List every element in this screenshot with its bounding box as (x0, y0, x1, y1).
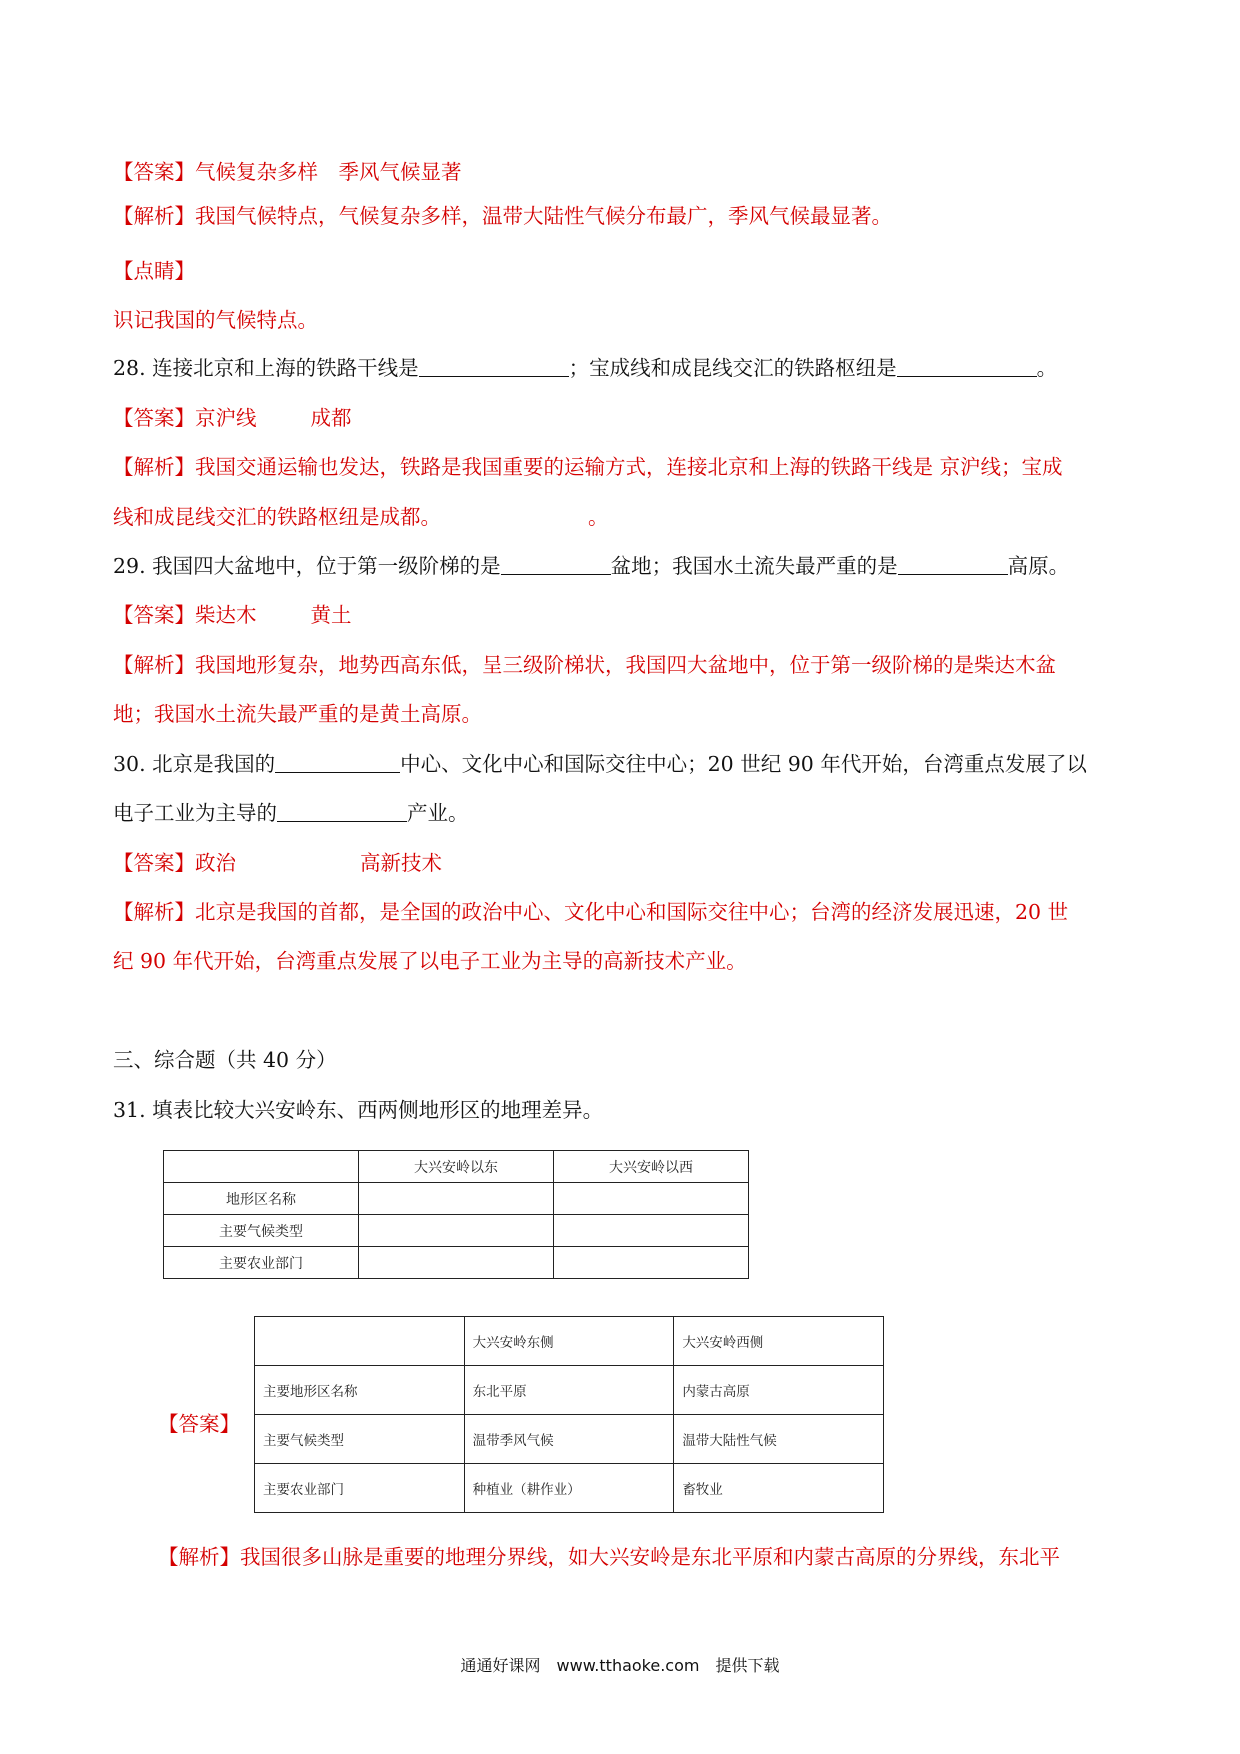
question-text: 连接北京和上海的铁路干线是 (152, 356, 419, 380)
table-row (255, 1464, 884, 1513)
q31-blank-table (163, 1150, 749, 1279)
table-row (164, 1183, 749, 1215)
analysis-tag: 【解析】 (113, 900, 195, 924)
table-header-row (164, 1151, 749, 1183)
q27-answer (113, 157, 1133, 187)
q29-analysis (113, 650, 1133, 680)
q28-analysis-cont (113, 502, 1133, 532)
analysis-text: 北京是我国的首都，是全国的政治中心、文化中心和国际交往中心；台湾的经济发展迅速，20 世 (195, 900, 1069, 924)
question-text: 。 (1036, 356, 1058, 380)
table-cell: 主要农业部门 (255, 1464, 465, 1513)
answer-blank[interactable] (501, 552, 611, 575)
table-row-label: 地形区名称 (164, 1183, 359, 1215)
answer-blank[interactable] (419, 354, 569, 377)
q30-question (113, 749, 1133, 779)
analysis-text: 我国交通运输也发达，铁路是我国重要的运输方式，连接北京和上海的铁路干线是 京沪线；宝成 (195, 455, 1063, 479)
q27-analysis (113, 201, 1133, 231)
table-cell: 内蒙古高原 (674, 1366, 884, 1415)
q30-analysis-cont (113, 946, 1133, 976)
answer-tag: 【答案】 (113, 603, 195, 627)
table-input-cell[interactable] (554, 1183, 749, 1215)
analysis-text: 地；我国水土流失最严重的是黄土高原。 (113, 702, 482, 726)
answer-text: 京沪线 (195, 406, 257, 430)
table-input-cell[interactable] (359, 1247, 554, 1279)
table-row-label: 主要农业部门 (164, 1247, 359, 1279)
table-input-cell[interactable] (359, 1183, 554, 1215)
answer-tag: 【答案】 (113, 406, 195, 430)
table-cell: 种植业（耕作业） (464, 1464, 674, 1513)
table-header-row (255, 1317, 884, 1366)
table-input-cell[interactable] (554, 1215, 749, 1247)
answer-blank[interactable] (898, 552, 1008, 575)
table-row (164, 1247, 749, 1279)
analysis-tag: 【解析】 (113, 204, 195, 228)
answer-text: 气候复杂多样 季风气候显著 (195, 160, 462, 184)
question-text: 高原。 (1007, 554, 1070, 578)
table-cell: 温带季风气候 (464, 1415, 674, 1464)
analysis-text: 我国气候特点，气候复杂多样，温带大陆性气候分布最广，季风气候最显著。 (195, 204, 892, 228)
table-row (255, 1366, 884, 1415)
table-cell: 温带大陆性气候 (674, 1415, 884, 1464)
table-input-cell[interactable] (359, 1215, 554, 1247)
question-text: ；宝成线和成昆线交汇的铁路枢纽是 (568, 356, 897, 380)
q30-analysis (113, 897, 1133, 927)
q27-note-tag (113, 256, 1133, 286)
question-text: 产业。 (407, 801, 469, 825)
q31-answer-tag: 【答案】 (158, 1412, 240, 1436)
analysis-text: 线和成昆线交汇的铁路枢纽是成都。 (113, 505, 441, 529)
section-heading: 三、综合题（共 40 分） (113, 1048, 337, 1072)
table-cell: 主要气候类型 (255, 1415, 465, 1464)
table-header-cell: 大兴安岭以西 (554, 1151, 749, 1183)
analysis-tag: 【解析】 (158, 1545, 240, 1569)
analysis-text: 我国地形复杂，地势西高东低，呈三级阶梯状，我国四大盆地中，位于第一级阶梯的是柴达木盆 (195, 653, 1056, 677)
q27-note (113, 305, 1133, 335)
question-text: 北京是我国的 (152, 752, 276, 776)
q31-analysis (158, 1542, 1138, 1572)
question-number: 30. (113, 752, 146, 776)
question-number: 28. (113, 356, 146, 380)
q31-question (113, 1095, 1133, 1125)
table-header-cell (255, 1317, 465, 1366)
answer-text: 政治 (195, 851, 236, 875)
table-cell: 畜牧业 (674, 1464, 884, 1513)
table-cell: 东北平原 (464, 1366, 674, 1415)
table-cell: 主要地形区名称 (255, 1366, 465, 1415)
answer-blank[interactable] (277, 799, 407, 822)
page-footer: 通通好课网 www.tthaoke.com 提供下载 (460, 1656, 780, 1675)
q29-answer (113, 600, 1133, 630)
q31-answer-table (254, 1316, 884, 1513)
question-text: 我国四大盆地中，位于第一级阶梯的是 (152, 554, 501, 578)
answer-blank[interactable] (897, 354, 1037, 377)
analysis-text: 。 (588, 505, 609, 529)
table-input-cell[interactable] (554, 1247, 749, 1279)
table-header-cell: 大兴安岭东侧 (464, 1317, 674, 1366)
question-text: 盆地；我国水土流失最严重的是 (610, 554, 898, 578)
analysis-text: 纪 90 年代开始，台湾重点发展了以电子工业为主导的高新技术产业。 (113, 949, 747, 973)
question-text: 电子工业为主导的 (113, 801, 277, 825)
table-header-cell: 大兴安岭西侧 (674, 1317, 884, 1366)
q30-question-cont (113, 798, 1133, 828)
table-row-label: 主要气候类型 (164, 1215, 359, 1247)
q28-question (113, 353, 1133, 383)
table-row (255, 1415, 884, 1464)
q29-question (113, 551, 1133, 581)
answer-text: 黄土 (310, 603, 352, 627)
answer-tag: 【答案】 (113, 160, 195, 184)
q28-answer (113, 403, 1133, 433)
question-number: 31. (113, 1098, 146, 1122)
answer-text: 柴达木 (195, 603, 257, 627)
question-text: 中心、文化中心和国际交往中心；20 世纪 90 年代开始，台湾重点发展了以 (400, 752, 1087, 776)
analysis-tag: 【解析】 (113, 653, 195, 677)
q28-analysis (113, 452, 1133, 482)
q30-answer (113, 848, 1133, 878)
table-header-cell (164, 1151, 359, 1183)
analysis-text: 我国很多山脉是重要的地理分界线，如大兴安岭是东北平原和内蒙古高原的分界线，东北平 (240, 1545, 1060, 1569)
question-text: 填表比较大兴安岭东、西两侧地形区的地理差异。 (152, 1098, 604, 1122)
analysis-tag: 【解析】 (113, 455, 195, 479)
answer-text: 成都 (310, 406, 352, 430)
table-row (164, 1215, 749, 1247)
answer-blank[interactable] (275, 750, 400, 773)
note-text: 识记我国的气候特点。 (113, 308, 318, 332)
question-number: 29. (113, 554, 146, 578)
table-header-cell: 大兴安岭以东 (359, 1151, 554, 1183)
note-tag: 【点睛】 (113, 259, 195, 283)
answer-text: 高新技术 (360, 851, 442, 875)
q29-analysis-cont (113, 699, 1133, 729)
answer-tag: 【答案】 (113, 851, 195, 875)
